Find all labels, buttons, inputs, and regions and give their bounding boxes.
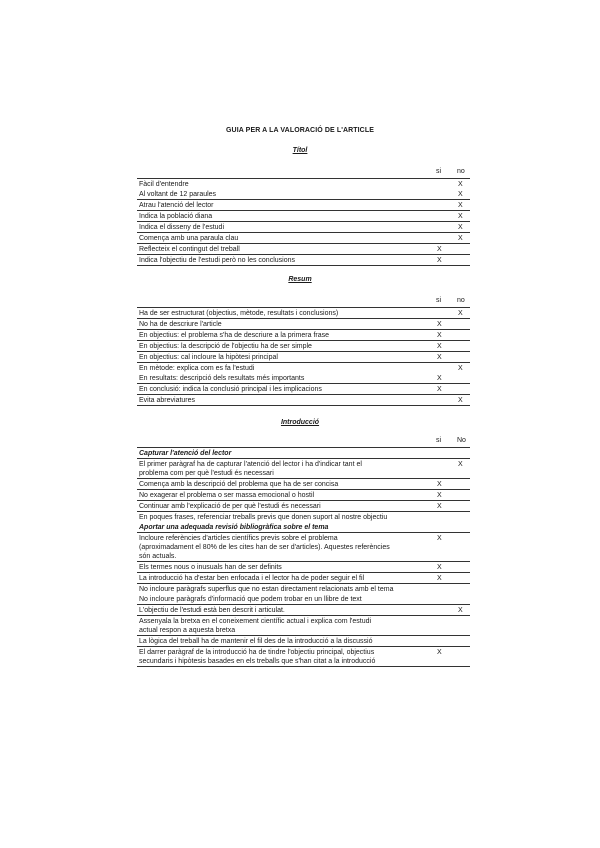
criterion-label: No incloure paràgrafs superflus que no estan directament relacionats amb el tema <box>139 586 394 593</box>
mark-no: X <box>458 181 463 188</box>
criterion-label: No ha de descriure l'article <box>139 321 222 328</box>
table-row <box>137 573 470 584</box>
mark-si: X <box>437 492 442 499</box>
criterion-label: Reflecteix el contingut del treball <box>139 246 240 253</box>
criterion-label: Capturar l'atenció del lector <box>139 450 232 457</box>
criterion-label: En conclusió: indica la conclusió principal i les implicacions <box>139 386 322 393</box>
criterion-label: Assenyala la bretxa en el coneixement científic actual i explica com l'estudi actual respon a aquesta bretxa <box>139 618 372 634</box>
criterion-label: Ha de ser estructurat (objectius, mètode, resultats i conclusions) <box>139 310 339 317</box>
table-row <box>137 319 470 330</box>
section-heading-resum: Resum <box>288 276 312 283</box>
criterion-label: La lògica del treball ha de mantenir el fil des de la introducció a la discussió <box>139 638 373 645</box>
mark-no: X <box>458 213 463 220</box>
table-row <box>137 341 470 352</box>
mark-si: X <box>437 535 442 542</box>
table-row <box>137 233 470 244</box>
criterion-label: Evita abreviatures <box>139 397 196 404</box>
criterion-label: Comença amb una paraula clau <box>139 235 239 242</box>
criterion-label: No incloure paràgrafs d'informació que podem trobar en un llibre de text <box>139 596 362 603</box>
mark-si: X <box>437 321 442 328</box>
table-row <box>137 352 470 363</box>
criterion-label: Indica l'objectiu de l'estudi però no les conclusions <box>139 257 295 264</box>
mark-no: X <box>458 397 463 404</box>
column-header-si: si <box>436 297 442 304</box>
mark-si: X <box>437 503 442 510</box>
table-introduccio <box>137 436 470 667</box>
column-header-no: no <box>457 297 465 304</box>
mark-si: X <box>437 564 442 571</box>
table-subheading <box>137 522 470 533</box>
mark-si: X <box>437 354 442 361</box>
table-row <box>137 647 470 667</box>
table-row <box>137 636 470 647</box>
mark-si: X <box>437 257 442 264</box>
table-row <box>137 562 470 573</box>
table-row <box>137 330 470 341</box>
table-row <box>137 501 470 512</box>
criterion-label: Aportar una adequada revisió bibliogràfica sobre el tema <box>139 524 329 531</box>
column-header-no: no <box>457 168 465 175</box>
mark-no: X <box>458 365 463 372</box>
criterion-label: En mètode: explica com es fa l'estudi <box>139 365 255 372</box>
mark-si: X <box>437 649 442 656</box>
document-title: GUIA PER A LA VALORACIÓ DE L'ARTICLE <box>226 127 374 134</box>
table-row <box>137 307 470 319</box>
mark-si: X <box>437 481 442 488</box>
mark-no: X <box>458 224 463 231</box>
mark-no: X <box>458 191 463 198</box>
criterion-label: El primer paràgraf ha de capturar l'atenció del lector i ha d'indicar tant el problema com per què l'estudi és necessari <box>139 461 362 477</box>
mark-no: X <box>458 461 463 468</box>
section-heading-introduccio: Introducció <box>280 419 320 426</box>
table-row <box>137 189 470 200</box>
table-row <box>137 594 470 605</box>
mark-si: X <box>437 246 442 253</box>
criterion-label: L'objectiu de l'estudi està ben descrit i articulat. <box>139 607 285 614</box>
mark-si: X <box>437 375 442 382</box>
criterion-label: En poques frases, referenciar treballs previs que donen suport al nostre objectiu <box>139 514 388 521</box>
criterion-label: En resultats: descripció dels resultats més importants <box>139 375 305 382</box>
mark-si: X <box>437 343 442 350</box>
table-row <box>137 533 470 562</box>
table-row <box>137 512 470 522</box>
section-heading-titol: Títol <box>292 147 308 154</box>
table-row <box>137 255 470 266</box>
criterion-label: Incloure referències d'articles científics previs sobre el problema (aproximadament el 80% de les cites han de ser d'articles). Aquestes referències són actuals. <box>139 535 390 560</box>
mark-no: X <box>458 202 463 209</box>
mark-si: X <box>437 386 442 393</box>
column-header-si: si <box>436 437 442 444</box>
mark-no: X <box>458 607 463 614</box>
mark-si: X <box>437 575 442 582</box>
criterion-label: Els termes nous o inusuals han de ser definits <box>139 564 282 571</box>
table-row <box>137 459 470 479</box>
table-row <box>137 384 470 395</box>
table-header <box>137 167 470 178</box>
table-row <box>137 490 470 501</box>
table-row <box>137 479 470 490</box>
mark-si: X <box>437 332 442 339</box>
table-row <box>137 373 470 384</box>
table-header <box>137 296 470 307</box>
criterion-label: No exagerar el problema o ser massa emocional o hostil <box>139 492 315 499</box>
table-header <box>137 436 470 447</box>
table-row <box>137 211 470 222</box>
table-row <box>137 178 470 189</box>
table-row <box>137 616 470 636</box>
criterion-label: En objectius: la descripció de l'objectiu ha de ser simple <box>139 343 312 350</box>
criterion-label: Comença amb la descripció del problema que ha de ser concisa <box>139 481 339 488</box>
mark-no: X <box>458 235 463 242</box>
table-row <box>137 395 470 406</box>
table-subheading <box>137 447 470 459</box>
criterion-label: Indica la població diana <box>139 213 213 220</box>
criterion-label: Indica el disseny de l'estudi <box>139 224 224 231</box>
column-header-no: No <box>457 437 466 444</box>
table-row <box>137 584 470 594</box>
table-resum <box>137 296 470 406</box>
criterion-label: En objectius: cal incloure la hipòtesi principal <box>139 354 278 361</box>
criterion-label: Al voltant de 12 paraules <box>139 191 217 198</box>
criterion-label: Fàcil d'entendre <box>139 181 189 188</box>
table-row <box>137 244 470 255</box>
criterion-label: Atrau l'atenció del lector <box>139 202 214 209</box>
table-row <box>137 222 470 233</box>
table-row <box>137 605 470 616</box>
table-titol <box>137 167 470 266</box>
criterion-label: La introducció ha d'estar ben enfocada i el lector ha de poder seguir el fil <box>139 575 365 582</box>
mark-no: X <box>458 310 463 317</box>
column-header-si: si <box>436 168 442 175</box>
table-row <box>137 200 470 211</box>
criterion-label: En objectius: el problema s'ha de descriure a la primera frase <box>139 332 330 339</box>
criterion-label: Continuar amb l'explicació de per què l'estudi és necessari <box>139 503 321 510</box>
criterion-label: El darrer paràgraf de la introducció ha de tindre l'objectiu principal, objectius secundaris i hipòtesis basades en els treballs que s'han citat a la introducció <box>139 649 376 665</box>
table-row <box>137 363 470 373</box>
